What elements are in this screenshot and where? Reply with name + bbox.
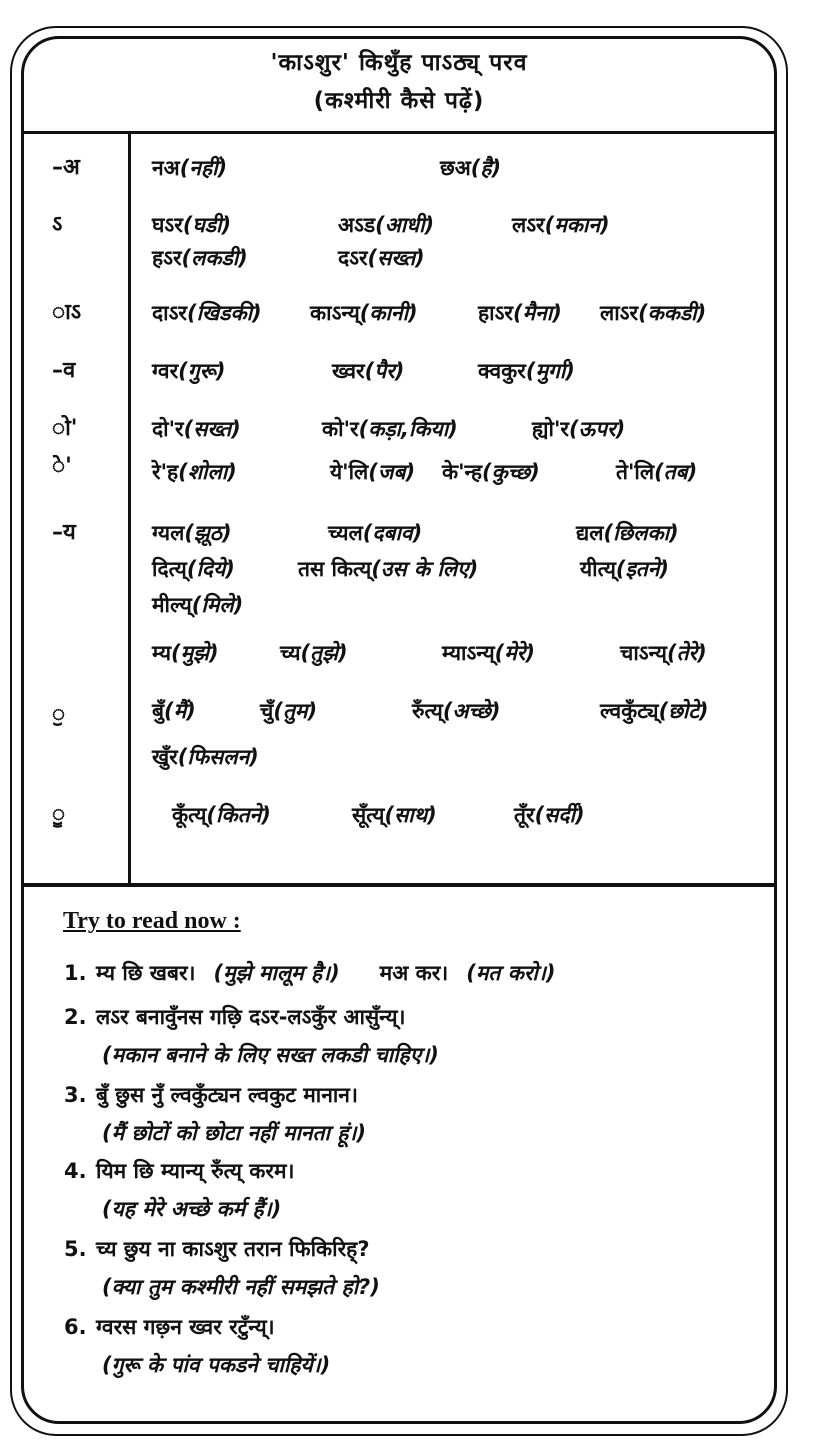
- example-word: दऽर(सख्त): [338, 246, 425, 270]
- example-word: बुँ(मैं): [152, 699, 196, 723]
- example-word: घऽर(घडी): [152, 213, 232, 237]
- divider-bottom: [24, 883, 776, 887]
- header: [24, 46, 774, 118]
- example-word: ग्यल(झूठ): [152, 521, 232, 545]
- practice-item: 2. लऽर बनावुँनस गछ़ि दऽर-लऽकुँर आसुँन्य्।: [64, 1005, 406, 1029]
- practice-gloss: (मैं छोटों को छोटा नहीं मानता हूं।): [102, 1121, 366, 1145]
- page-title: 'काऽशुर' किथुँह पाऽठ्य् परव: [270, 50, 528, 76]
- example-word: हाऽर(मैना): [478, 301, 562, 325]
- practice-item: 4. यिम छि म्यान्य् रुँत्य् करम।: [64, 1159, 295, 1183]
- practice-heading: Try to read now :: [63, 908, 241, 934]
- symbol-avagraha: ऽ: [52, 212, 63, 237]
- example-line: [152, 414, 772, 446]
- practice-item: 5. च्य छुय ना काऽशुर तरान फिकिरिह्?: [64, 1237, 370, 1261]
- example-word: दित्य्(दिये): [152, 557, 235, 581]
- divider-top: [24, 131, 776, 134]
- example-word: रे'ह(शोला): [152, 460, 237, 484]
- practice-gloss: (गुरू के पांव पकडने चाहियें।): [102, 1353, 331, 1377]
- example-word: लाऽर(ककडी): [600, 301, 707, 325]
- example-word: ग्वर(गुरू): [152, 359, 226, 383]
- symbol-a: –अ: [52, 155, 80, 180]
- example-word: म्याऽन्य्(मेरे): [442, 641, 535, 665]
- example-word: कूँत्य्(कितने): [172, 803, 271, 827]
- example-line: [152, 518, 772, 550]
- practice-gloss: (यह मेरे अच्छे कर्म हैं।): [102, 1197, 282, 1221]
- example-word: च्य(तुझे): [280, 641, 348, 665]
- example-word: काऽन्य्(कानी): [310, 301, 418, 325]
- practice-item: 1. म्य छि खबर। (मुझे मालूम है।) मअ कर। (मत करो।): [64, 961, 556, 985]
- column-divider: [128, 133, 131, 887]
- example-word: च्यल(दबाव): [328, 521, 423, 545]
- example-line: [152, 638, 772, 670]
- example-word: छअ(है): [440, 156, 502, 180]
- example-line: [152, 696, 772, 728]
- practice-gloss: (मकान बनाने के लिए सख्त लकडी चाहिए।): [102, 1043, 439, 1067]
- example-line: [152, 153, 772, 185]
- example-line: [152, 243, 772, 275]
- example-word: ल्वकुँट्य्(छोटे): [600, 699, 709, 723]
- example-word: ह्यो'र(ऊपर): [532, 417, 626, 441]
- example-word: दाऽर(खिडकी): [152, 301, 262, 325]
- example-word: अऽड(आधी): [338, 213, 435, 237]
- example-word: चाऽन्य्(तेरे): [620, 641, 707, 665]
- example-word: ते'लि(तब): [616, 460, 698, 484]
- example-word: रुँत्य्(अच्छे): [412, 699, 501, 723]
- symbol-u-nasal: ॖ: [52, 702, 66, 727]
- example-line: [152, 554, 772, 586]
- example-word: क्वकुर(मुर्गा): [478, 359, 575, 383]
- example-word: के'न्ह(कुच्छ): [442, 460, 540, 484]
- example-word: लऽर(मकान): [512, 213, 610, 237]
- example-line: [152, 356, 772, 388]
- example-word: म्य(मुझे): [152, 641, 219, 665]
- example-word: ये'लि(जब): [330, 460, 416, 484]
- example-line: [152, 210, 772, 242]
- example-word: चुँ(तुम): [260, 699, 318, 723]
- example-word: को'र(कड़ा,किया): [322, 417, 458, 441]
- example-word: नअ(नहीं): [152, 156, 228, 180]
- page-subtitle: (कश्मीरी कैसे पढ़ें): [313, 88, 485, 114]
- example-word: यीत्य्(इतने): [580, 557, 670, 581]
- example-word: खुँर(फिसलन): [152, 745, 259, 769]
- example-word: तस कित्य्(उस के लिए): [298, 557, 479, 581]
- example-word: दो'र(सख्त): [152, 417, 241, 441]
- example-word: ख्वर(पैर): [332, 359, 405, 383]
- practice-gloss: (क्या तुम कश्मीरी नहीं समझते हो?): [102, 1275, 380, 1299]
- example-word: हऽर(लकडी): [152, 246, 248, 270]
- example-word: सूँत्य्(साथ): [352, 803, 437, 827]
- example-line: [152, 457, 772, 489]
- symbol-o-mark: ो': [52, 416, 78, 441]
- symbol-aa-avagraha: ाऽ: [52, 300, 82, 325]
- example-line: [152, 298, 772, 330]
- example-word: तूँर(सर्दी): [514, 803, 585, 827]
- symbol-va: –व: [52, 358, 76, 383]
- example-word: मील्य्(मिले): [152, 593, 244, 617]
- symbol-ya: –य: [52, 520, 76, 545]
- symbol-uu-nasal: ॗ: [52, 802, 66, 827]
- example-line: [172, 800, 792, 832]
- symbol-e-mark: े': [52, 454, 72, 479]
- practice-item: 3. बुँ छुस नुँ ल्वकुँट्यन ल्वकुट मानान।: [64, 1083, 358, 1107]
- example-line: [152, 742, 772, 774]
- practice-item: 6. ग्वरस गछ़न ख्वर रटुँन्य्।: [64, 1315, 275, 1339]
- example-line: [152, 590, 772, 622]
- example-word: द्यल(छिलका): [576, 521, 679, 545]
